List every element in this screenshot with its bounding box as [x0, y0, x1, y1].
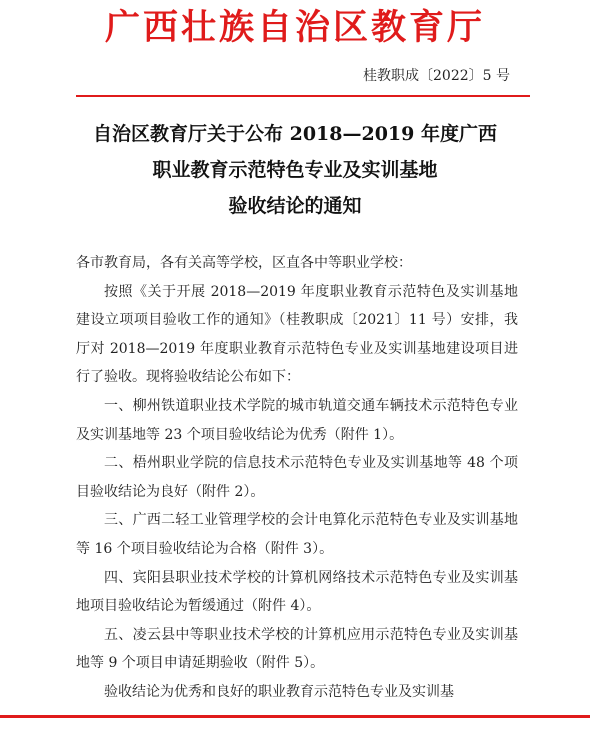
title-line-1: 自治区教育厅关于公布 2018—2019 年度广西	[93, 123, 497, 145]
result-item-5: 五、凌云县中等职业技术学校的计算机应用示范特色专业及实训基地等 9 个项目申请延期验收（附件 5）。	[76, 626, 518, 672]
closing-paragraph: 验收结论为优秀和良好的职业教育示范特色专业及实训基	[104, 683, 454, 700]
red-divider-top	[76, 95, 530, 97]
result-item-4: 四、宾阳县职业技术学校的计算机网络技术示范特色专业及实训基地项目验收结论为暂缓通过（附件 4）。	[76, 569, 518, 615]
agency-header: 广西壮族自治区教育厅	[104, 7, 485, 48]
title-line-2: 职业教育示范特色专业及实训基地	[152, 159, 438, 181]
result-item-2: 二、梧州职业学院的信息技术示范特色专业及实训基地等 48 个项目验收结论为良好（附件 2）。	[76, 455, 518, 500]
document-number: 桂教职成〔2022〕5 号	[363, 68, 510, 84]
intro-paragraph: 按照《关于开展 2018—2019 年度职业教育示范特色及实训基地建设立项项目验收工作的通知》（桂教职成〔2021〕11 号）安排，我厅对 2018—2019 年度职业教育示范特色专业及实训基地建设项目进行了验收。现将验收结论公布如下：	[76, 283, 518, 386]
document-body	[76, 249, 518, 707]
title-line-3: 验收结论的通知	[228, 195, 362, 217]
red-divider-bottom	[0, 715, 590, 718]
salutation: 各市教育局，各有关高等学校，区直各中等职业学校：	[76, 255, 412, 271]
result-item-1: 一、柳州铁道职业技术学院的城市轨道交通车辆技术示范特色专业及实训基地等 23 个项目验收结论为优秀（附件 1）。	[76, 397, 518, 443]
result-item-3: 三、广西二轻工业管理学校的会计电算化示范特色专业及实训基地等 16 个项目验收结论为合格（附件 3）。	[76, 512, 518, 557]
document-title	[40, 116, 550, 224]
